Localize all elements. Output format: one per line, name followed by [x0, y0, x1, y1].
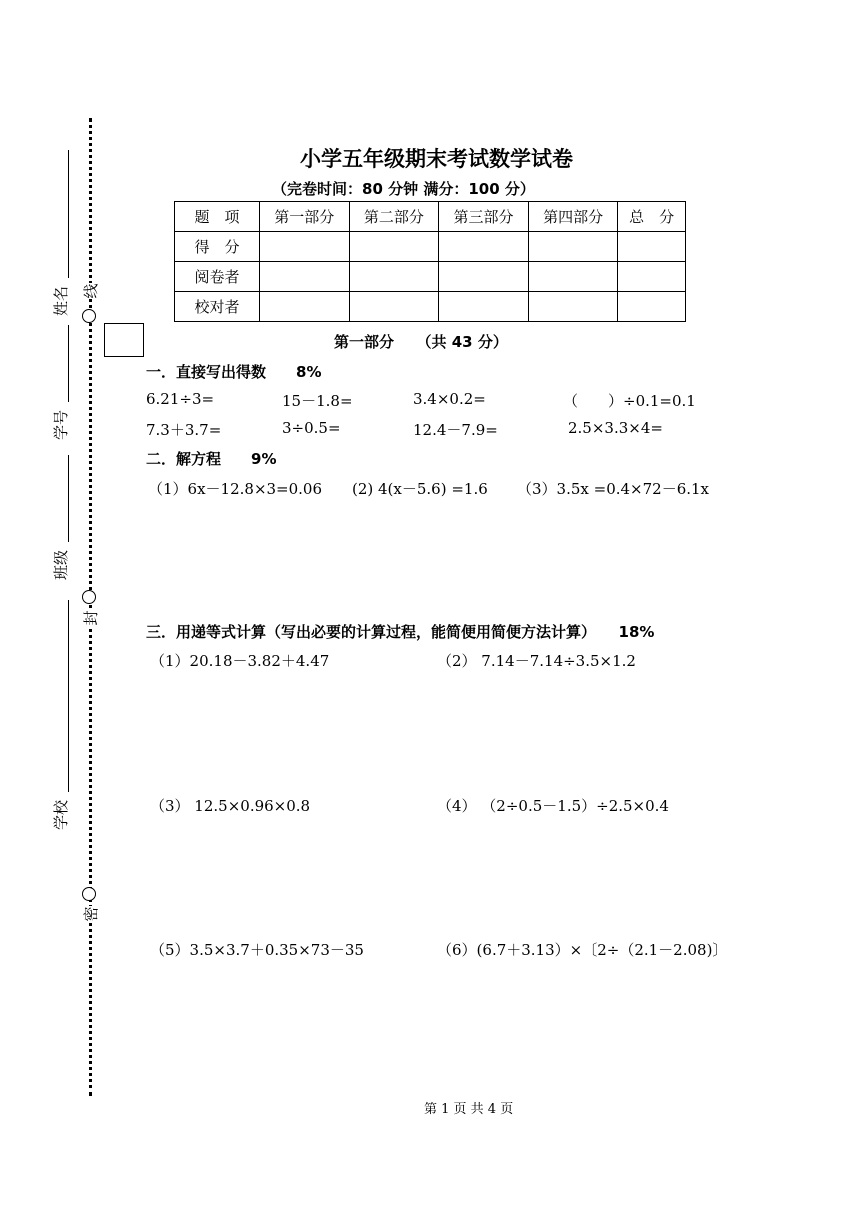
school-label: 学校 [52, 799, 70, 830]
seal-word-feng: 封 [82, 610, 100, 626]
equation-item: (2) 4(x－5.6) =1.6 [352, 480, 488, 498]
calc-item: （1）20.18－3.82＋4.47 [150, 652, 330, 670]
binding-dotted-line [89, 118, 92, 1096]
row-label-checker: 校对者 [175, 292, 260, 322]
grader-cell[interactable] [528, 262, 618, 292]
section2-heading: 二．解方程 9% [146, 450, 277, 468]
student-id-label: 学号 [52, 409, 70, 440]
calc-item: （2） 7.14－7.14÷3.5×1.2 [437, 652, 636, 670]
problem-item: 15－1.8= [282, 392, 353, 410]
row-label-grader: 阅卷者 [175, 262, 260, 292]
checker-cell[interactable] [528, 292, 618, 322]
grader-cell[interactable] [618, 262, 686, 292]
section1-heading: 一．直接写出得数 8% [146, 363, 322, 381]
calc-item: （4） （2÷0.5－1.5）÷2.5×0.4 [437, 797, 669, 815]
page-footer: 第 1 页 共 4 页 [424, 1102, 514, 1117]
score-cell[interactable] [618, 232, 686, 262]
section3-heading: 三．用递等式计算（写出必要的计算过程，能简便用简便方法计算） 18% [146, 623, 655, 641]
table-row [175, 292, 686, 322]
name-label: 姓名 [52, 285, 70, 316]
seal-word-mi: 密 [82, 906, 100, 922]
school-blank-line [68, 600, 69, 792]
class-label: 班级 [52, 549, 70, 580]
score-cell[interactable] [528, 232, 618, 262]
seal-circle [82, 590, 96, 604]
part1-heading: 第一部分 （共 43 分） [334, 333, 508, 351]
problem-item: 12.4－7.9= [413, 421, 498, 439]
table-header-cell: 第三部分 [439, 202, 529, 232]
exam-subtitle: （完卷时间：80 分钟 满分：100 分） [272, 180, 535, 198]
problem-item: 3.4×0.2= [413, 390, 486, 408]
table-row [175, 262, 686, 292]
score-cell[interactable] [260, 232, 350, 262]
score-cell[interactable] [439, 232, 529, 262]
grader-cell[interactable] [439, 262, 529, 292]
name-blank-line [68, 150, 69, 278]
problem-item: 2.5×3.3×4= [568, 419, 663, 437]
student-id-blank-line [68, 325, 69, 402]
row-label-score: 得 分 [175, 232, 260, 262]
score-cell[interactable] [349, 232, 439, 262]
equation-item: （3）3.5x =0.4×72－6.1x [517, 480, 710, 498]
calc-item: （6）(6.7＋3.13）×〔2÷（2.1－2.08)〕 [437, 941, 728, 959]
seal-circle [82, 309, 96, 323]
seal-word-xian: 线 [82, 283, 100, 299]
grader-cell[interactable] [260, 262, 350, 292]
seal-circle [82, 887, 96, 901]
checker-cell[interactable] [618, 292, 686, 322]
score-table-header-row [175, 202, 686, 232]
table-row [175, 232, 686, 262]
calc-item: （5）3.5×3.7＋0.35×73－35 [150, 941, 364, 959]
exam-title: 小学五年级期末考试数学试卷 [300, 147, 573, 171]
equation-item: （1）6x－12.8×3=0.06 [148, 480, 323, 498]
checker-cell[interactable] [349, 292, 439, 322]
problem-item: 6.21÷3= [146, 390, 215, 408]
part1-score-box[interactable] [104, 323, 144, 357]
table-header-cell: 第一部分 [260, 202, 350, 232]
score-table [174, 201, 686, 322]
grader-cell[interactable] [349, 262, 439, 292]
problem-item: 7.3＋3.7= [146, 421, 222, 439]
problem-item: （ ）÷0.1=0.1 [563, 392, 696, 410]
checker-cell[interactable] [439, 292, 529, 322]
problem-item: 3÷0.5= [282, 419, 341, 437]
table-header-cell: 第四部分 [528, 202, 618, 232]
calc-item: （3） 12.5×0.96×0.8 [150, 797, 311, 815]
checker-cell[interactable] [260, 292, 350, 322]
class-blank-line [68, 455, 69, 542]
table-header-cell: 题 项 [175, 202, 260, 232]
table-header-cell: 总 分 [618, 202, 686, 232]
table-header-cell: 第二部分 [349, 202, 439, 232]
